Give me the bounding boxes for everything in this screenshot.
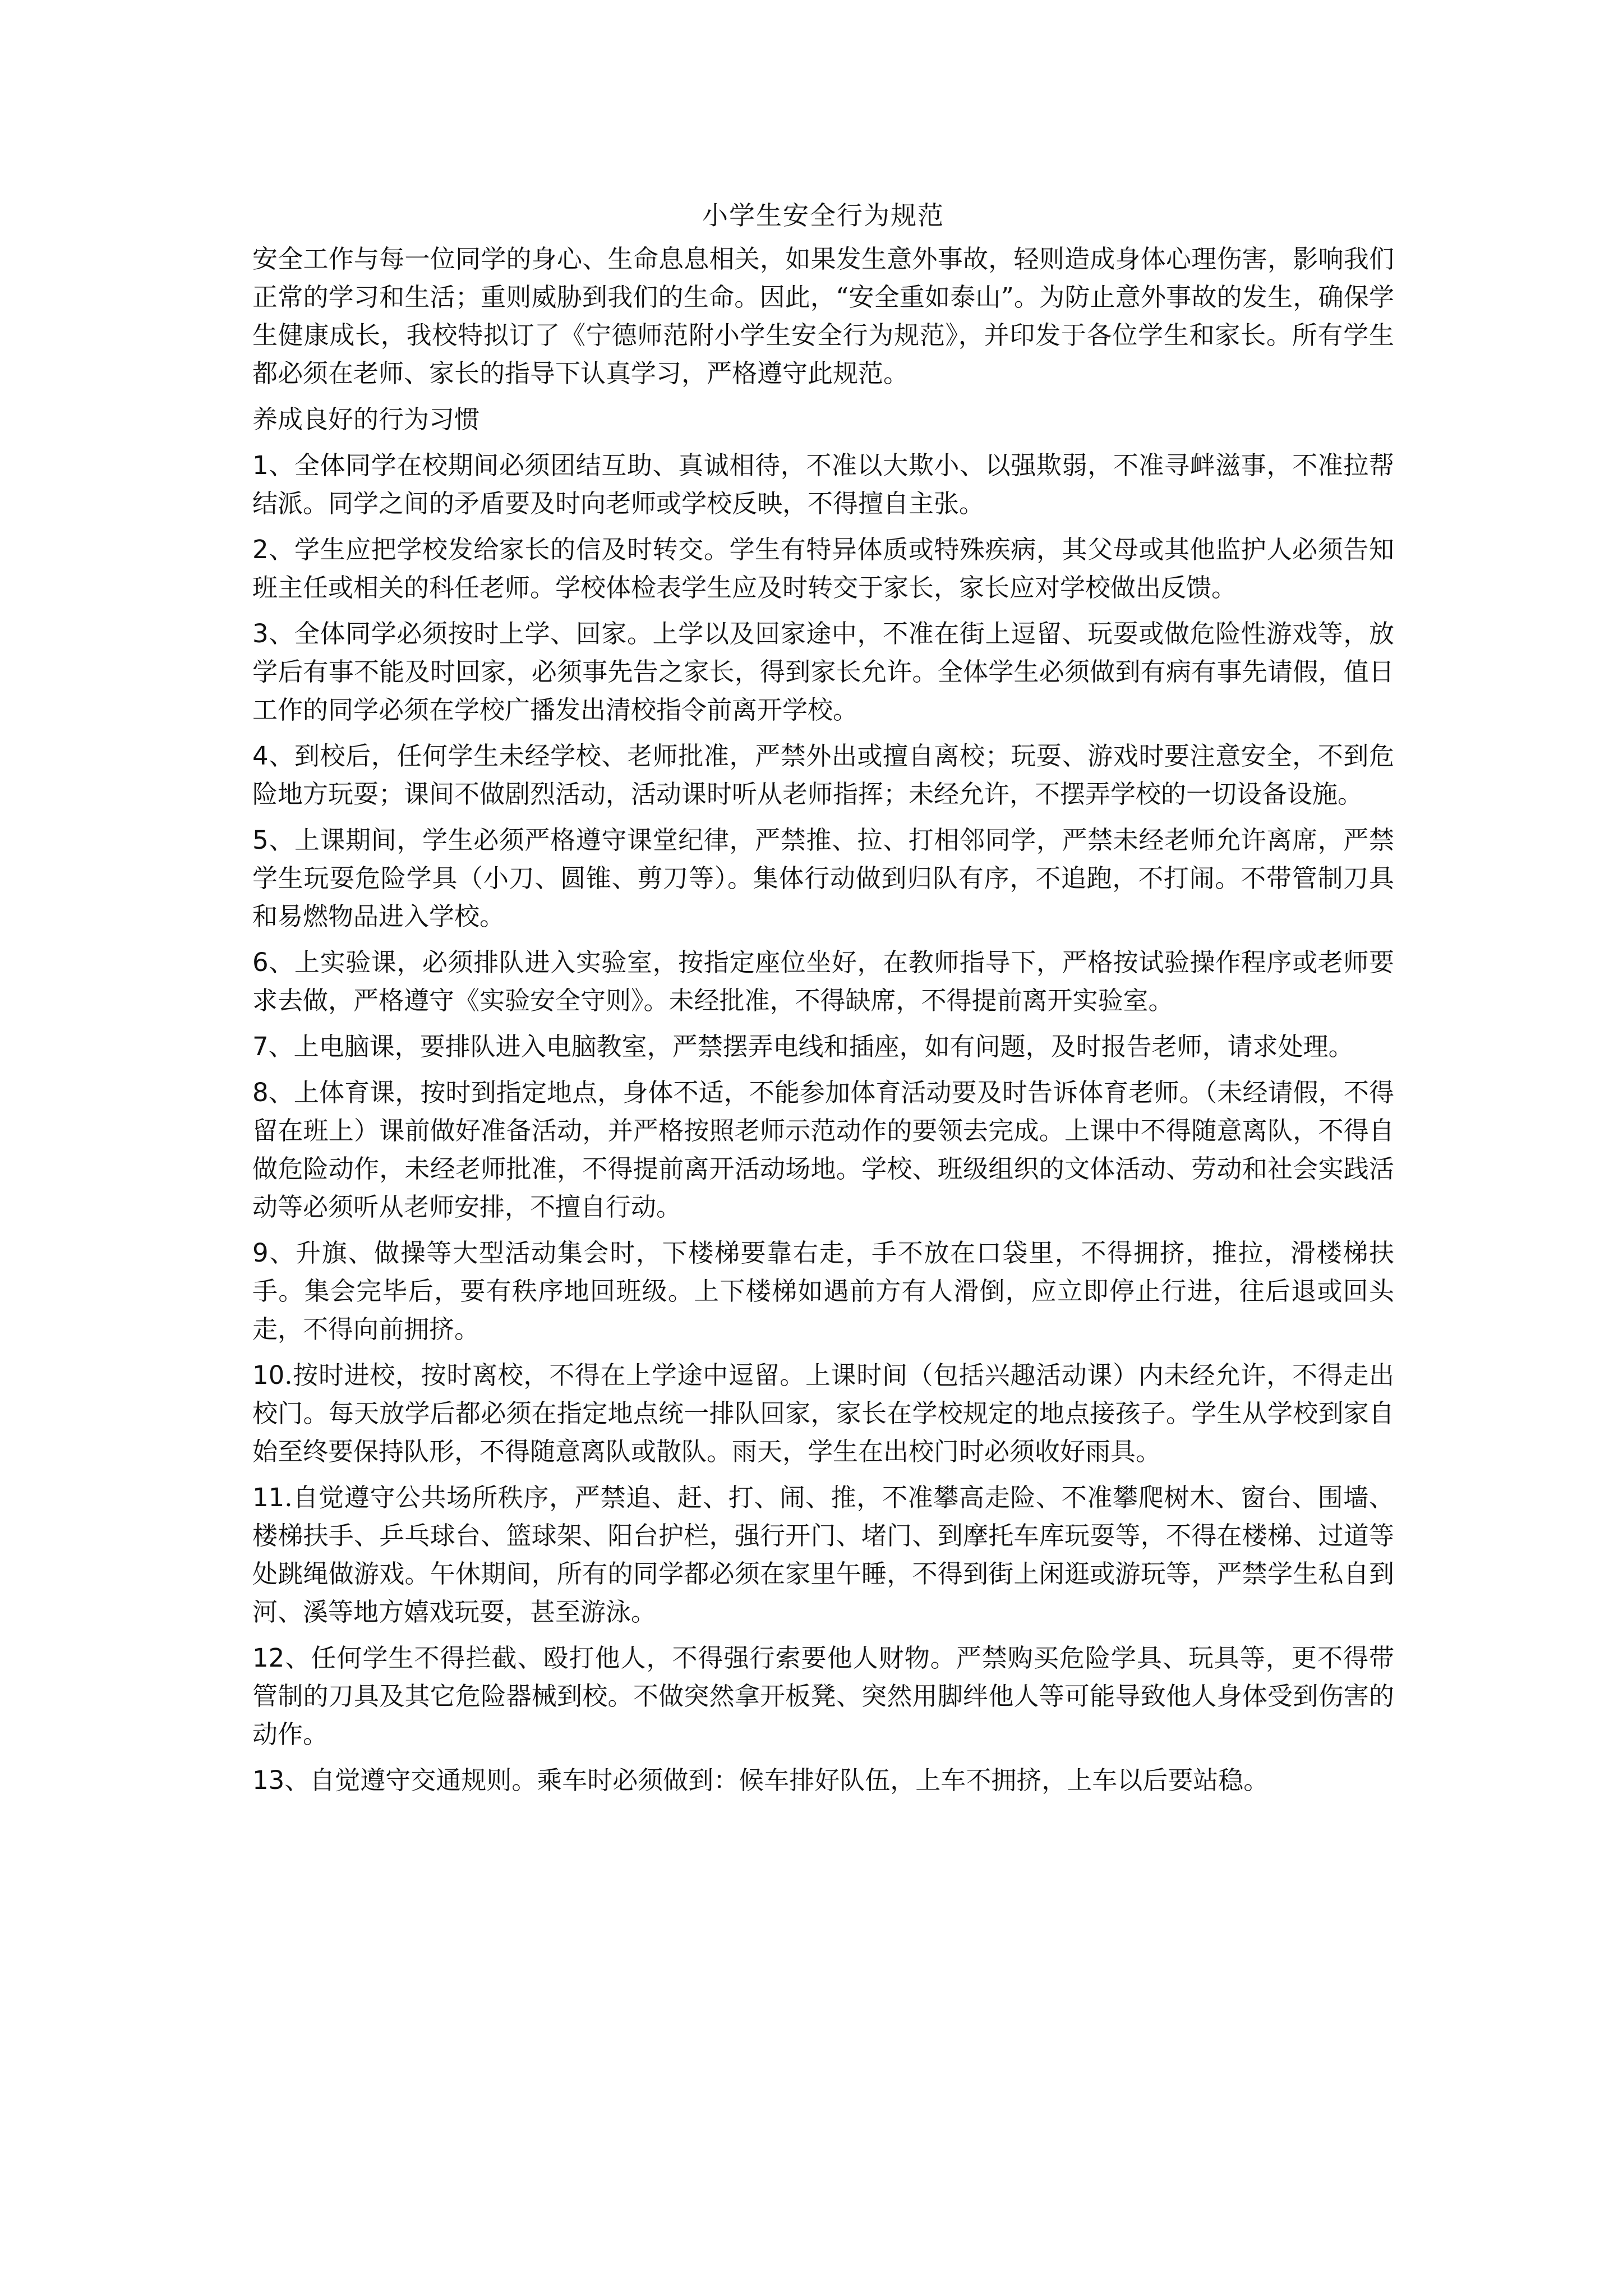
rule-number: 3	[252, 619, 269, 648]
document-body	[252, 195, 1394, 1807]
rule-separator: 、	[268, 450, 294, 480]
rule-separator: 、	[268, 535, 294, 564]
rule-text: 到校后，任何学生未经学校、老师批准，严禁外出或擅自离校；玩耍、游戏时要注意安全，不到危险地方玩耍；课间不做剧烈活动，活动课时听从老师指挥；未经允许，不摆弄学校的一切设备设施。	[252, 741, 1394, 809]
rule-text: 自觉遵守公共场所秩序，严禁追、赶、打、闹、推，不准攀高走险、不准攀爬树木、窗台、围墙、楼梯扶手、乒乓球台、篮球架、阳台护栏，强行开门、堵门、到摩托车库玩耍等，不得在楼梯、过道等处跳绳做游戏。午休期间，所有的同学都必须在家里午睡，不得到街上闲逛或游玩等，严禁学生私自到河、溪等地方嬉戏玩耍，甚至游泳。	[252, 1483, 1394, 1627]
rule-number: 5	[252, 825, 269, 855]
rule-separator: 、	[268, 825, 294, 855]
rule-number: 8	[252, 1078, 269, 1107]
rule-separator: .	[284, 1360, 293, 1390]
rule-number: 6	[252, 947, 269, 977]
rule-separator: 、	[268, 619, 294, 648]
rule-number: 9	[252, 1238, 269, 1268]
rule-text: 上课期间，学生必须严格遵守课堂纪律，严禁推、拉、打相邻同学，严禁未经老师允许离席，严禁学生玩耍危险学具（小刀、圆锥、剪刀等）。集体行动做到归队有序，不追跑，不打闹。不带管制刀具和易燃物品进入学校。	[252, 825, 1394, 931]
rule-text: 任何学生不得拦截、殴打他人，不得强行索要他人财物。严禁购买危险学具、玩具等，更不得带管制的刀具及其它危险器械到校。不做突然拿开板凳、突然用脚绊他人等可能导致他人身体受到伤害的动作。	[252, 1643, 1394, 1749]
rule-number: 4	[252, 741, 269, 771]
rule-separator: 、	[268, 1238, 296, 1268]
section-heading: 养成良好的行为习惯	[252, 404, 480, 434]
intro-paragraph: 安全工作与每一位同学的身心、生命息息相关，如果发生意外事故，轻则造成身体心理伤害，影响我们正常的学习和生活；重则威胁到我们的生命。因此，“安全重如泰山”。为防止意外事故的发生，确保学生健康成长，我校特拟订了《宁德师范附小学生安全行为规范》，并印发于各位学生和家长。所有学生都必须在老师、家长的指导下认真学习，严格遵守此规范。	[252, 244, 1394, 388]
rule-paragraph	[252, 1028, 1394, 1066]
document-title: 小学生安全行为规范	[702, 200, 944, 231]
rule-separator: 、	[268, 1032, 294, 1061]
rule-number: 10	[252, 1360, 285, 1390]
rule-number: 7	[252, 1032, 269, 1061]
rules-list	[252, 447, 1394, 1800]
rule-paragraph	[252, 1479, 1394, 1631]
rule-paragraph	[252, 821, 1394, 936]
rule-text: 学生应把学校发给家长的信及时转交。学生有特异体质或特殊疾病，其父母或其他监护人必须告知班主任或相关的科任老师。学校体检表学生应及时转交于家长，家长应对学校做出反馈。	[252, 535, 1394, 602]
rule-number: 13	[252, 1765, 285, 1795]
rule-separator: 、	[284, 1643, 311, 1673]
rule-separator: .	[284, 1483, 293, 1512]
rule-paragraph	[252, 1074, 1394, 1226]
rule-number: 12	[252, 1643, 285, 1673]
rule-paragraph	[252, 1234, 1394, 1349]
rule-text: 上体育课，按时到指定地点，身体不适，不能参加体育活动要及时告诉体育老师。（未经请假，不得留在班上）课前做好准备活动，并严格按照老师示范动作的要领去完成。上课中不得随意离队，不得自做危险动作，未经老师批准，不得提前离开活动场地。学校、班级组织的文体活动、劳动和社会实践活动等必须听从老师安排，不擅自行动。	[252, 1078, 1394, 1222]
rule-text: 上实验课，必须排队进入实验室，按指定座位坐好，在教师指导下，严格按试验操作程序或老师要求去做，严格遵守《实验安全守则》。未经批准，不得缺席，不得提前离开实验室。	[252, 947, 1394, 1015]
rule-separator: 、	[268, 741, 294, 771]
rule-paragraph	[252, 615, 1394, 729]
rule-paragraph	[252, 944, 1394, 1020]
rule-number: 1	[252, 450, 269, 480]
rule-paragraph	[252, 1761, 1394, 1800]
rule-separator: 、	[268, 1078, 294, 1107]
rule-text: 自觉遵守交通规则。乘车时必须做到：候车排好队伍，上车不拥挤，上车以后要站稳。	[310, 1765, 1269, 1795]
rule-paragraph	[252, 1356, 1394, 1471]
rule-text: 上电脑课，要排队进入电脑教室，严禁摆弄电线和插座，如有问题，及时报告老师，请求处理。	[293, 1032, 1354, 1061]
rule-text: 升旗、做操等大型活动集会时，下楼梯要靠右走，手不放在口袋里，不得拥挤，推拉，滑楼梯扶手。集会完毕后，要有秩序地回班级。上下楼梯如遇前方有人滑倒，应立即停止行进，往后退或回头走，不得向前拥挤。	[252, 1238, 1394, 1344]
rule-separator: 、	[268, 947, 294, 977]
rule-number: 11	[252, 1483, 285, 1512]
rule-text: 全体同学必须按时上学、回家。上学以及回家途中，不准在街上逗留、玩耍或做危险性游戏等，放学后有事不能及时回家，必须事先告之家长，得到家长允许。全体学生必须做到有病有事先请假，值日工作的同学必须在学校广播发出清校指令前离开学校。	[252, 619, 1394, 725]
rule-paragraph	[252, 531, 1394, 607]
rule-paragraph	[252, 1639, 1394, 1754]
rule-text: 按时进校，按时离校，不得在上学途中逗留。上课时间（包括兴趣活动课）内未经允许，不得走出校门。每天放学后都必须在指定地点统一排队回家，家长在学校规定的地点接孩子。学生从学校到家自始至终要保持队形，不得随意离队或散队。雨天，学生在出校门时必须收好雨具。	[252, 1360, 1394, 1466]
rule-text: 全体同学在校期间必须团结互助、真诚相待，不准以大欺小、以强欺弱，不准寻衅滋事，不准拉帮结派。同学之间的矛盾要及时向老师或学校反映，不得擅自主张。	[252, 450, 1394, 518]
rule-number: 2	[252, 535, 269, 564]
rule-paragraph	[252, 737, 1394, 813]
rule-separator: 、	[284, 1765, 310, 1795]
rule-paragraph	[252, 447, 1394, 523]
